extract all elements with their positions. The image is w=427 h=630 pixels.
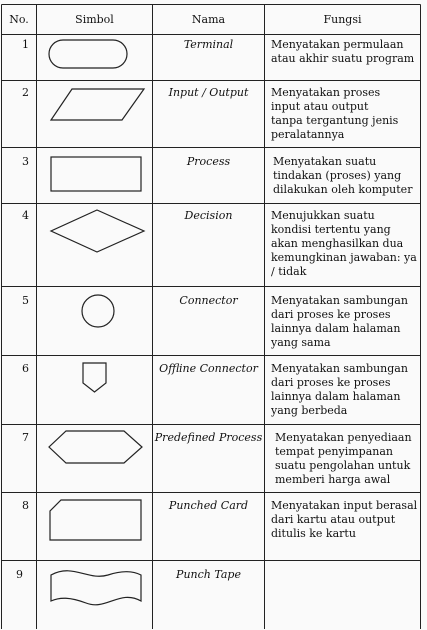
row-number: 7 — [22, 431, 29, 444]
offline-connector-symbol — [82, 362, 108, 394]
row-number: 3 — [22, 155, 29, 168]
header-simbol: Simbol — [75, 13, 114, 26]
header-fungsi: Fungsi — [323, 13, 362, 26]
symbol-name: Punched Card — [168, 499, 249, 512]
row-number: 4 — [22, 209, 29, 222]
connector-symbol — [81, 294, 117, 330]
symbol-name: Predefined Process — [154, 431, 263, 444]
symbol-name: Offline Connector — [159, 362, 258, 375]
row-number: 8 — [22, 499, 29, 512]
symbol-function: Menyatakan suatu tindakan (proses) yang dilakukan oleh komputer — [273, 155, 413, 196]
symbol-function: Menyatakan sambungan dari proses ke proses lainnya dalam halaman yang berbeda — [271, 362, 408, 417]
row-number: 5 — [22, 294, 29, 307]
symbol-function: Menyatakan penyediaan tempat penyimpanan suatu pengolahan untuk memberi harga awal — [275, 431, 412, 486]
row-number: 2 — [22, 86, 29, 99]
symbol-function: Menujukkan suatu kondisi tertentu yang akan menghasilkan dua kemungkinan jawaban: ya / tidak — [271, 209, 417, 278]
row-number: 6 — [22, 362, 29, 375]
symbol-name: Punch Tape — [176, 568, 241, 581]
terminal-symbol — [48, 39, 128, 71]
process-symbol — [50, 156, 142, 194]
punch-tape-symbol — [48, 567, 144, 611]
symbol-function: Menyatakan permulaan atau akhir suatu program — [271, 38, 415, 65]
symbol-name: Process — [186, 155, 231, 168]
input-output-symbol — [50, 88, 145, 122]
symbol-name: Connector — [179, 294, 238, 307]
symbol-function: Menyatakan sambungan dari proses ke proses lainnya dalam halaman yang sama — [271, 294, 408, 349]
row-number: 9 — [16, 568, 23, 581]
row-number: 1 — [22, 38, 29, 51]
predefined-process-symbol — [48, 430, 144, 466]
decision-symbol — [50, 209, 145, 255]
header-nama: Nama — [191, 13, 226, 26]
punched-card-symbol — [49, 499, 143, 543]
symbol-name: Decision — [184, 209, 233, 222]
symbol-function: Menyatakan proses input atau output tanpa tergantung jenis peralatannya — [271, 86, 399, 141]
header-no: No. — [9, 13, 29, 26]
symbol-name: Input / Output — [168, 86, 249, 99]
symbol-name: Terminal — [183, 38, 234, 51]
symbol-function: Menyatakan input berasal dari kartu atau output ditulis ke kartu — [271, 499, 418, 540]
